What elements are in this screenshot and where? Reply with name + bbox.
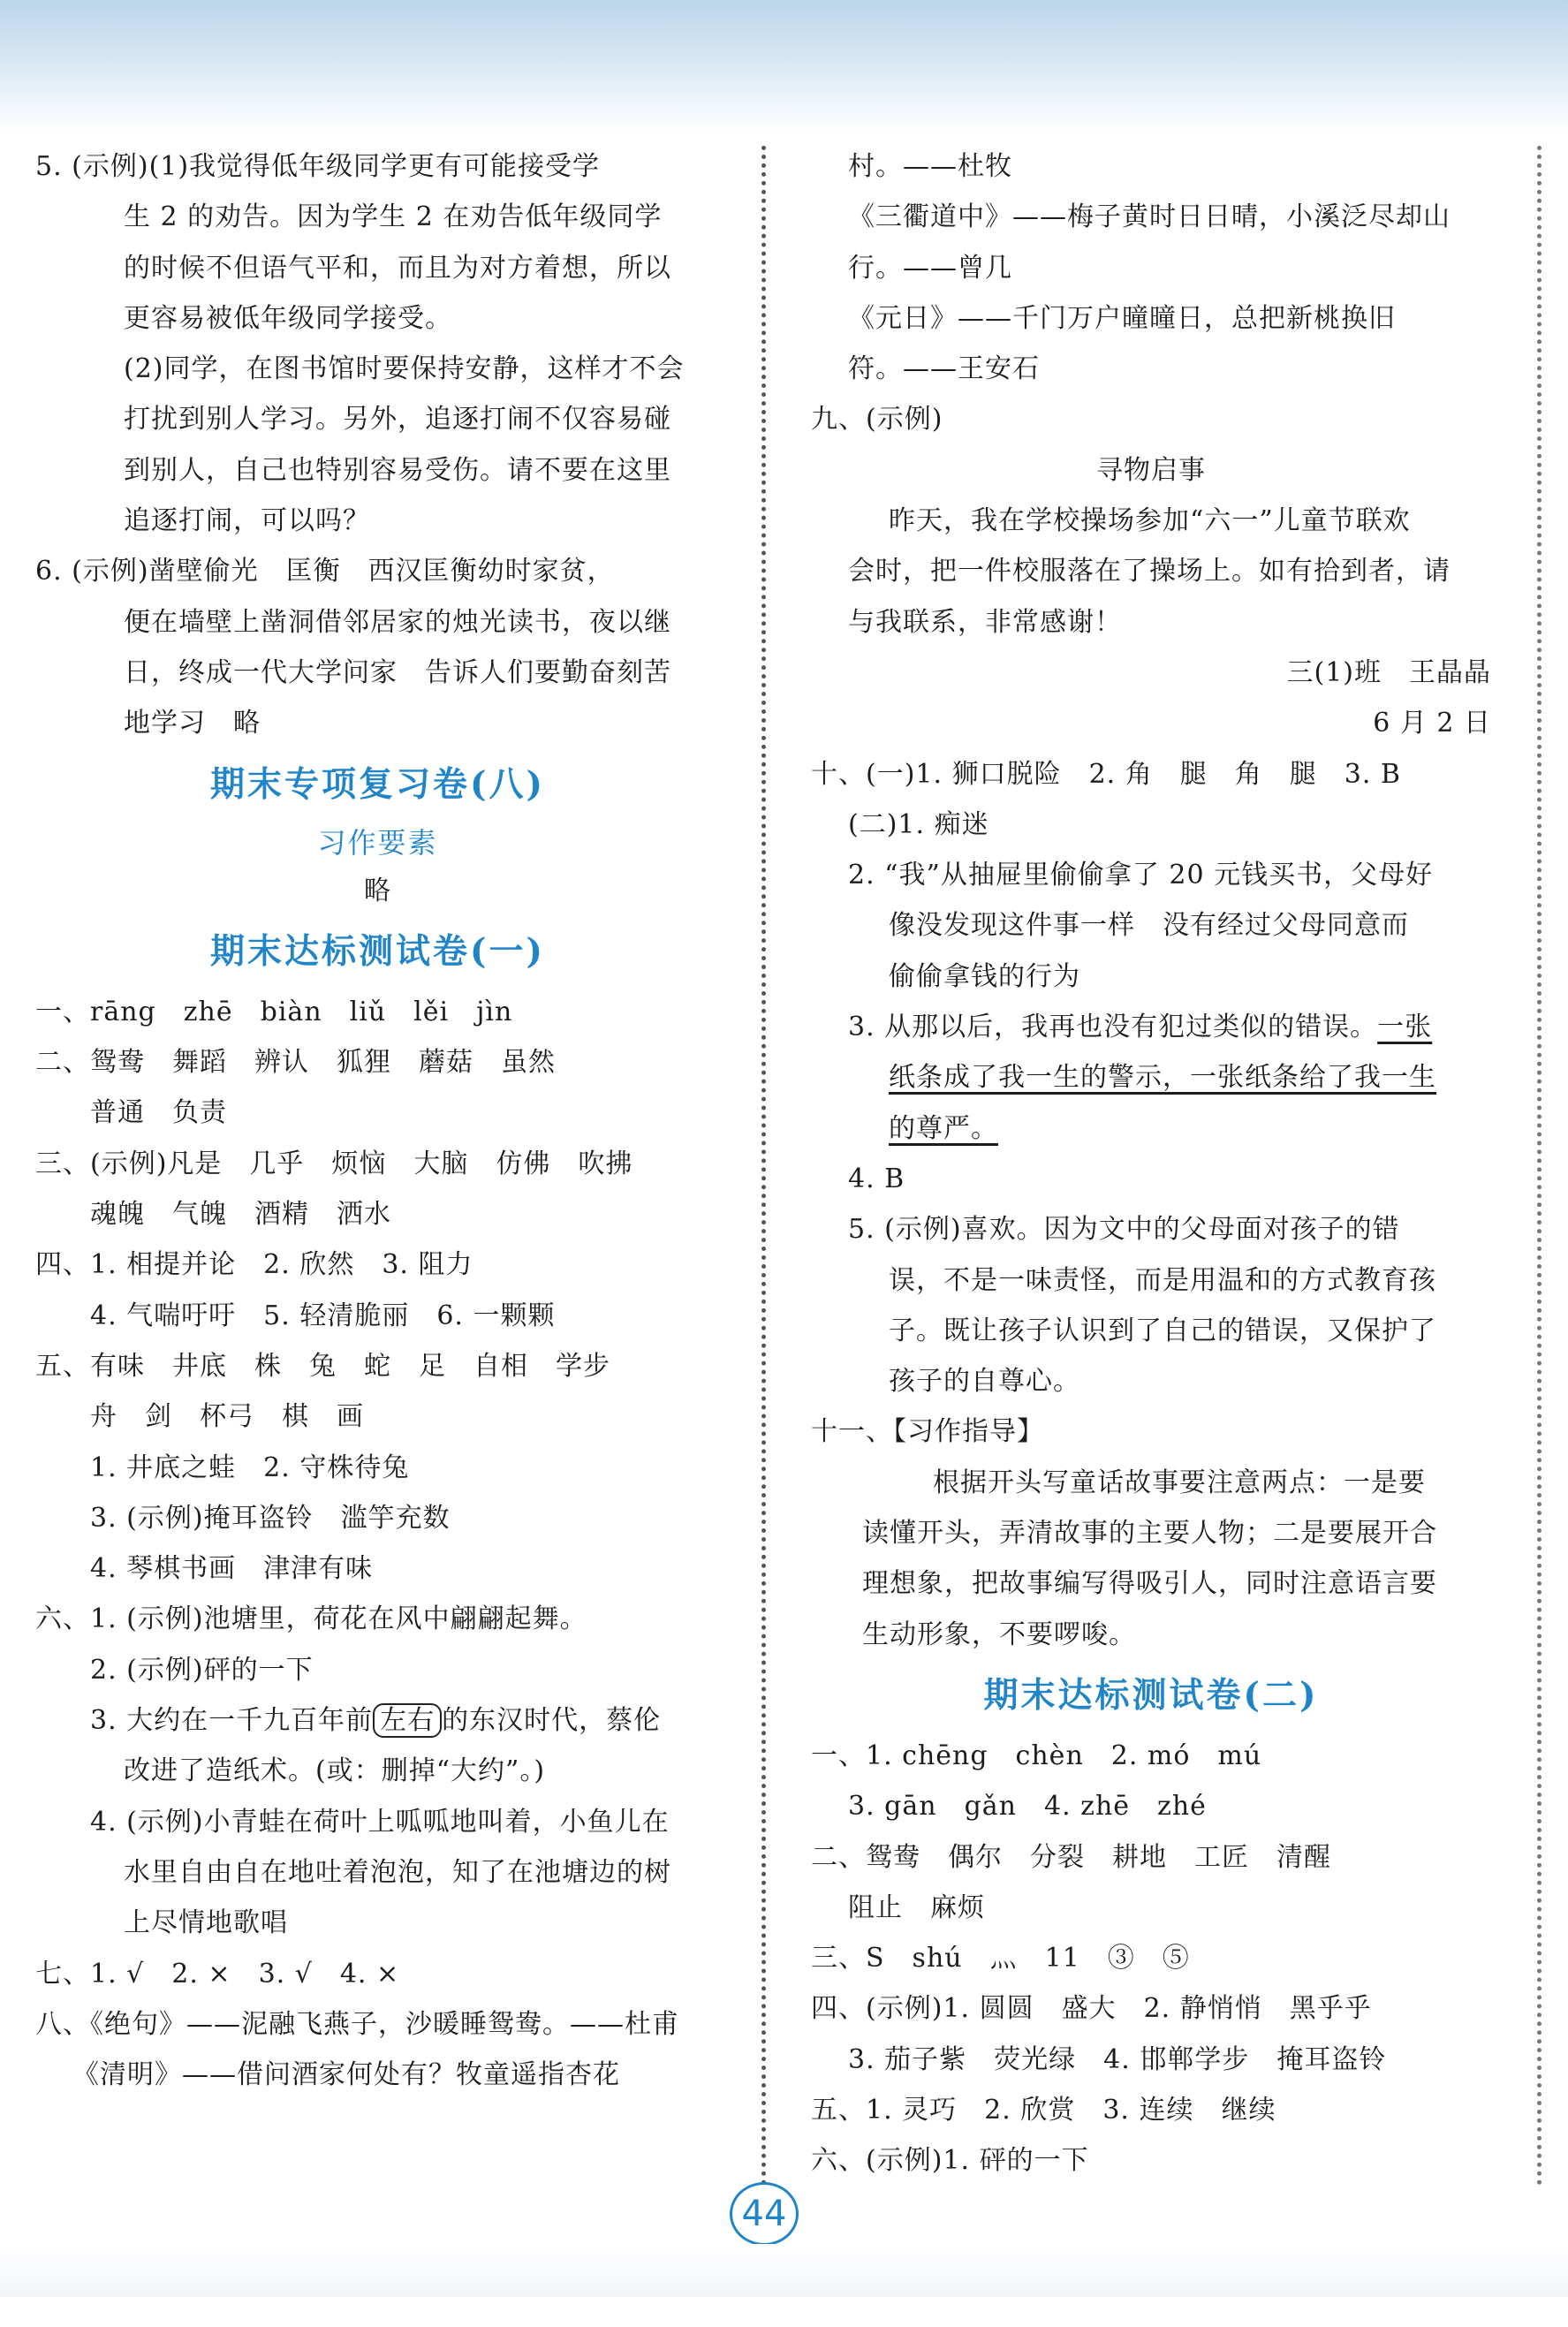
answer-line: 改进了造纸术。(或：删掉“大约”。) [124,1755,546,1787]
answer-line: 三、(示例)凡是 几乎 烦恼 大脑 仿佛 吹拂 [35,1148,633,1179]
answer-line: 到别人，自己也特别容易受伤。请不要在这里 [124,454,671,486]
answer-line: 舟 剑 杯弓 棋 画 [90,1401,364,1433]
right-column [811,141,1491,2187]
answer-line: 子。既让孩子认识到了自己的错误，又保护了 [889,1315,1436,1346]
answer-line: 3. 大约在一千九百年前 左右 的东汉时代，蔡伦 [90,1705,662,1737]
answer-line: 四、(示例)1. 圆圆 盛大 2. 静悄悄 黑乎乎 [811,1993,1372,2025]
answer-line: 理想象，把故事编写得吸引人，同时注意语言要 [862,1568,1437,1600]
answer-line: 3. 从那以后，我再也没有犯过类似的错误。一张 [848,1012,1433,1043]
answer-line: 《三衢道中》——梅子黄时日日晴，小溪泛尽却山 [848,201,1451,233]
answer-line: 生 2 的劝告。因为学生 2 在劝告低年级同学 [124,201,663,233]
page-number: 44 [730,2182,799,2246]
left-column [35,141,720,2100]
answer-line: 4. B [848,1163,905,1194]
answer-line: 上尽情地歌唱 [124,1907,288,1939]
answer-line: 读懂开头，弄清故事的主要人物；二是要展开合 [862,1518,1437,1550]
answer-line: 八、《绝句》——泥融飞燕子，沙暖睡鸳鸯。——杜甫 [35,2008,679,2040]
answer-line: 符。——王安石 [848,353,1040,385]
answer-line: 2. (示例)砰的一下 [90,1654,314,1686]
answer-line: 3. 茄子紫 荧光绿 4. 邯郸学步 掩耳盗铃 [848,2043,1387,2075]
answer-line: 误，不是一味责怪，而是用温和的方式教育孩 [889,1264,1436,1296]
answer-line: 便在墙壁上凿洞借邻居家的烛光读书，夜以继 [124,606,671,638]
answer-line: 3. gān gǎn 4. zhē zhé [848,1791,1207,1823]
boxed-word: 左右 [373,1703,442,1738]
answer-line: 的时候不但语气平和，而且为对方着想，所以 [124,252,671,284]
answer-line: 4. 琴棋书画 津津有味 [90,1553,374,1585]
answer-line: 4. (示例)小青蛙在荷叶上呱呱地叫着，小鱼儿在 [90,1806,670,1838]
answer-line: 3. (示例)掩耳盗铃 滥竽充数 [90,1502,451,1534]
answer-line: 水里自由自在地吐着泡泡，知了在池塘边的树 [124,1856,671,1888]
answer-line: 更容易被低年级同学接受。 [124,302,452,334]
answer-line: 生动形象，不要啰唆。 [862,1618,1136,1650]
answer-line: 行。——曾几 [848,252,1012,284]
answer-line: 日，终成一代大学问家 告诉人们要勤奋刻苦 [124,656,671,688]
answer-line: 4. 气喘吁吁 5. 轻清脆丽 6. 一颗颗 [90,1300,556,1331]
answer-line: 一、rāng zhē biàn liǔ lěi jìn [35,996,513,1027]
answer-line: 5. (示例)(1)我觉得低年级同学更有可能接受学 [35,151,601,182]
answer-line: 1. 井底之蛙 2. 守株待兔 [90,1452,410,1483]
answer-line: 《清明》——借问酒家何处有？牧童遥指杏花 [72,2059,620,2091]
answer-line: 十、(一)1. 狮口脱险 2. 角 腿 角 腿 3. B [811,758,1401,790]
answer-line: 《元日》——千门万户曈曈日，总把新桃换旧 [848,302,1396,334]
answer-line: 偷偷拿钱的行为 [889,960,1080,992]
answer-line: 七、1. √ 2. × 3. √ 4. × [35,1958,400,1990]
answer-line: 一、1. chēng chèn 2. mó mú [811,1740,1262,1771]
right-edge-dots [1537,146,1541,2187]
answer-line: 五、1. 灵巧 2. 欣赏 3. 连续 继续 [811,2094,1276,2126]
answer-line: 寻物启事 [1096,454,1206,486]
section-title: 期末达标测试卷(二) [983,1674,1319,1716]
answer-line: 九、(示例) [811,404,943,436]
answer-line: 六、(示例)1. 砰的一下 [811,2145,1089,2177]
answer-line: 的尊严。 [889,1112,998,1144]
section-title: 期末专项复习卷(八) [210,763,545,805]
answer-line: 打扰到别人学习。另外，追逐打闹不仅容易碰 [124,404,671,436]
answer-line: 纸条成了我一生的警示，一张纸条给了我一生 [889,1062,1436,1094]
answer-line: 追逐打闹，可以吗？ [124,505,370,537]
top-color-band [0,0,1568,133]
answer-line: 阻止 麻烦 [848,1891,985,1923]
column-divider [761,146,766,2187]
answer-line: 三(1)班 王晶晶 [1286,656,1491,688]
answer-line: 四、1. 相提并论 2. 欣然 3. 阻力 [35,1249,473,1281]
answer-line: 二、鸳鸯 舞蹈 辨认 狐狸 蘑菇 虽然 [35,1047,556,1079]
answer-line: 五、有味 井底 株 兔 蛇 足 自相 学步 [35,1350,610,1382]
answer-line: 2. “我”从抽屉里偷偷拿了 20 元钱买书，父母好 [848,860,1434,891]
answer-line: 普通 负责 [90,1097,227,1129]
answer-line: 像没发现这件事一样 没有经过父母同意而 [889,910,1409,942]
answer-line: 5. (示例)喜欢。因为文中的父母面对孩子的错 [848,1214,1400,1246]
answer-line: 村。——杜牧 [848,151,1012,182]
section-title: 期末达标测试卷(一) [210,930,545,972]
answer-line: 6. (示例)凿壁偷光 匡衡 西汉匡衡幼时家贫， [35,556,615,587]
answer-line: 与我联系，非常感谢！ [848,606,1122,638]
answer-line: 根据开头写童话故事要注意两点：一是要 [933,1467,1426,1498]
answer-line: 十一、【习作指导】 [811,1416,1044,1448]
answer-line: (二)1. 痴迷 [848,808,989,840]
section-subtitle: 习作要素 [317,825,438,860]
answer-line: 会时，把一件校服落在了操场上。如有拾到者，请 [848,556,1451,587]
answer-line: 略 [364,875,391,906]
answer-line: 孩子的自尊心。 [889,1366,1080,1398]
answer-line: (2)同学，在图书馆时要保持安静，这样才不会 [124,353,685,385]
answer-line: 昨天，我在学校操场参加“六一”儿童节联欢 [889,505,1411,537]
answer-line: 6 月 2 日 [1373,708,1491,739]
answer-line: 地学习 略 [124,708,261,739]
answer-line: 二、鸳鸯 偶尔 分裂 耕地 工匠 清醒 [811,1841,1331,1873]
answer-line: 魂魄 气魄 酒精 洒水 [90,1199,391,1231]
answer-line: 三、S shú 灬 11 ③ ⑤ [811,1943,1190,1975]
answer-line: 六、1. (示例)池塘里，荷花在风中翩翩起舞。 [35,1603,587,1635]
footer-band [0,2244,1568,2297]
